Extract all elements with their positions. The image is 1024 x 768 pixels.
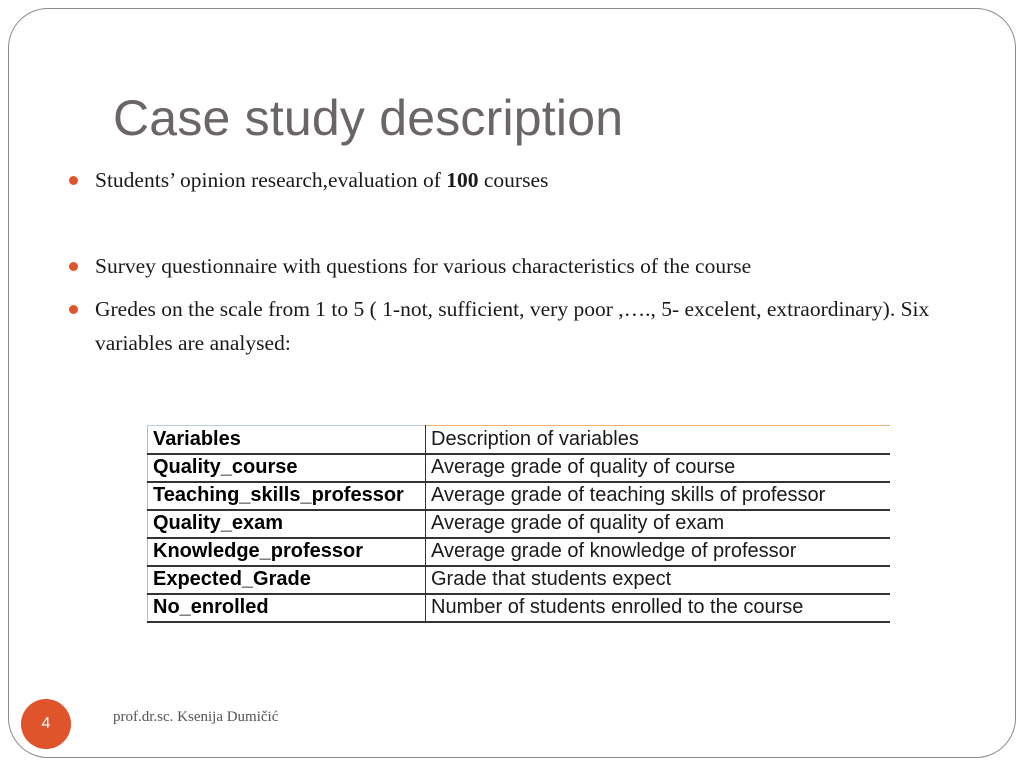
page-number: 4 xyxy=(41,715,51,732)
table-row xyxy=(148,594,890,622)
variable-description-cell: Average grade of knowledge of professor xyxy=(426,538,890,566)
variable-name-cell: Teaching_skills_professor xyxy=(148,482,426,510)
bullet-text: Gredes on the scale from 1 to 5 ( 1-not, sufficient, very poor ,…., 5- excelent, extraordinary). Six variables are analysed: xyxy=(95,297,930,355)
footer-author: prof.dr.sc. Ksenija Dumičić xyxy=(113,709,279,725)
bullet-text-bold: 100 xyxy=(446,168,479,192)
bullet-dot-icon xyxy=(69,305,78,314)
bullet-dot-icon xyxy=(69,262,78,271)
variable-description-cell: Average grade of quality of exam xyxy=(426,510,890,538)
bullet-dot-icon xyxy=(69,176,78,185)
variable-description-cell: Grade that students expect xyxy=(426,566,890,594)
variable-name-cell: Knowledge_professor xyxy=(148,538,426,566)
page-number-badge xyxy=(21,699,71,749)
variable-name-cell: Quality_course xyxy=(148,454,426,482)
bullet-text: Survey questionnaire with questions for various characteristics of the course xyxy=(95,254,752,278)
slide xyxy=(8,8,1016,758)
table-row xyxy=(148,482,890,510)
slide-title: Case study description xyxy=(113,90,624,146)
variable-name-cell: Expected_Grade xyxy=(148,566,426,594)
table-header-description: Description of variables xyxy=(426,426,890,454)
table-header-row xyxy=(148,426,890,454)
variable-description-cell: Average grade of teaching skills of professor xyxy=(426,482,890,510)
variable-description-cell: Number of students enrolled to the course xyxy=(426,594,890,622)
variable-name-cell: Quality_exam xyxy=(148,510,426,538)
variable-name-cell: No_enrolled xyxy=(148,594,426,622)
variables-table xyxy=(147,425,890,623)
table-row xyxy=(148,510,890,538)
bullet-text-suffix: courses xyxy=(478,168,549,192)
table-row xyxy=(148,454,890,482)
table-header-variables: Variables xyxy=(148,426,426,454)
table-row xyxy=(148,566,890,594)
table-row xyxy=(148,538,890,566)
bullet-text-prefix: Students’ opinion research,evaluation of xyxy=(95,168,447,192)
bullet-text xyxy=(95,163,945,197)
variable-description-cell: Average grade of quality of course xyxy=(426,454,890,482)
